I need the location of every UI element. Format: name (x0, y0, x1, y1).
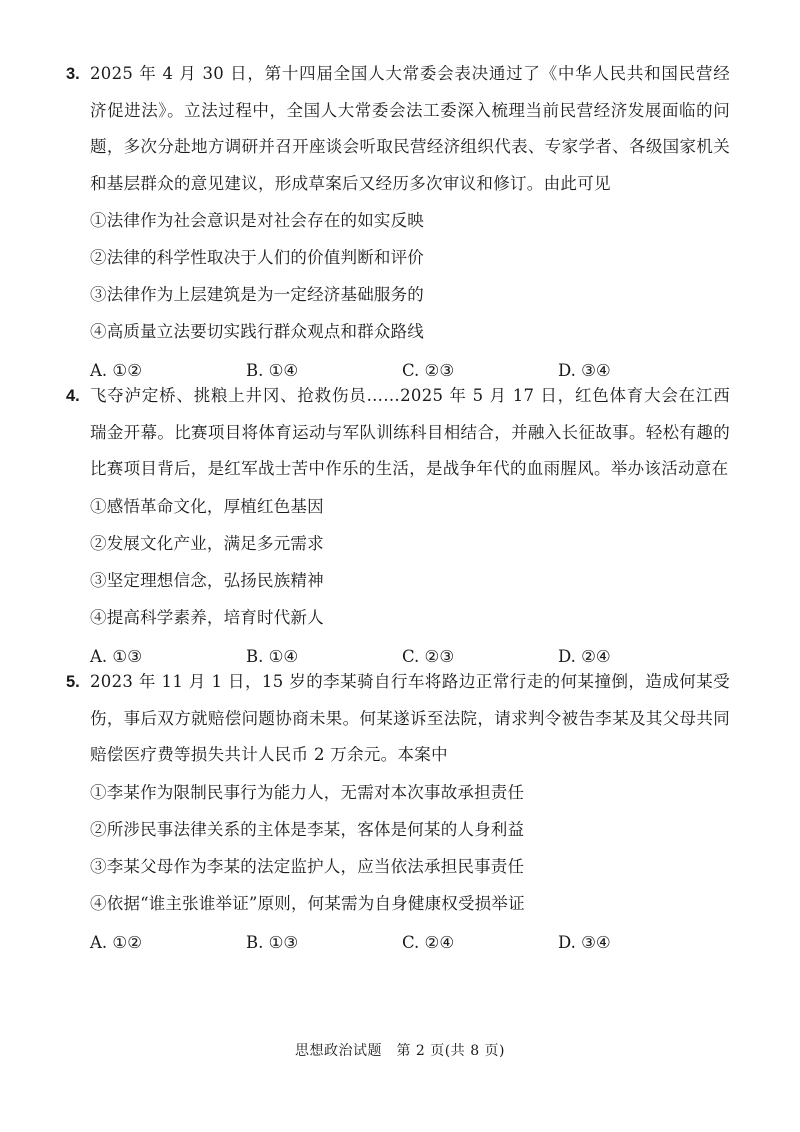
choice-a[interactable]: A. ①② (90, 361, 142, 380)
question-number: 4. (66, 387, 80, 405)
option-4: ④依据“谁主张谁举证”原则，何某需为自身健康权受损举证 (90, 893, 525, 913)
option-2: ②所涉民事法律关系的主体是李某，客体是何某的人身利益 (90, 819, 525, 839)
option-3: ③坚定理想信念，弘扬民族精神 (90, 570, 324, 590)
choice-a[interactable]: A. ①② (90, 932, 142, 952)
choice-d[interactable]: D. ③④ (558, 932, 611, 952)
choice-d[interactable]: D. ②④ (558, 646, 611, 666)
question-stem: 2025 年 4 月 30 日，第十四届全国人大常委会表决通过了《中华人民共和国民营经济促进法》。立法过程中，全国人大常委会法工委深入梳理当前民营经济发展面临的问题，多次分赴地方调研并召开座谈会听取民营经济组织代表、专家学者、各级国家机关和基层群众的意见建议，形成草案后又经历多次审议和修订。由此可见 (90, 64, 730, 193)
question-4 (66, 378, 730, 676)
option-1: ①李某作为限制民事行为能力人，无需对本次事故承担责任 (90, 782, 525, 802)
option-2: ②法律的科学性取决于人们的价值判断和评价 (90, 248, 424, 267)
option-3: ③李某父母作为李某的法定监护人，应当依法承担民事责任 (90, 856, 525, 876)
question-stem: 飞夺泸定桥、挑粮上井冈、抢救伤员……2025 年 5 月 17 日，红色体育大会在江西瑞金开幕。比赛项目将体育运动与军队训练科目相结合，并融入长征故事。轻松有趣的比赛项目背后，是红军战士苦中作乐的生活，是战争年代的血雨腥风。举办该活动意在 (90, 386, 730, 478)
choice-c[interactable]: C. ②③ (402, 646, 455, 666)
answer-choices (90, 924, 730, 962)
question-number: 5. (66, 673, 80, 691)
choice-a[interactable]: A. ①③ (90, 646, 142, 666)
question-5 (66, 664, 730, 962)
option-2: ②发展文化产业，满足多元需求 (90, 533, 324, 553)
choice-b[interactable]: B. ①④ (246, 646, 299, 666)
option-3: ③法律作为上层建筑是为一定经济基础服务的 (90, 285, 424, 304)
choice-b[interactable]: B. ①④ (246, 361, 299, 380)
choice-c[interactable]: C. ②④ (402, 932, 455, 952)
choice-b[interactable]: B. ①③ (246, 932, 299, 952)
choice-c[interactable]: C. ②③ (402, 361, 455, 380)
option-4: ④高质量立法要切实践行群众观点和群众路线 (90, 322, 424, 341)
question-stem: 2023 年 11 月 1 日，15 岁的李某骑自行车将路边正常行走的何某撞倒，造成何某受伤，事后双方就赔偿问题协商未果。何某遂诉至法院，请求判令被告李某及其父母共同赔偿医疗费等损失共计人民币 2 万余元。本案中 (90, 672, 730, 764)
question-3 (66, 56, 730, 390)
option-1: ①感悟革命文化，厚植红色基因 (90, 496, 324, 516)
question-number: 3. (66, 65, 80, 83)
option-4: ④提高科学素养，培育时代新人 (90, 607, 324, 627)
page-footer: 思想政治试题 第 2 页(共 8 页) (294, 1043, 506, 1059)
option-1: ①法律作为社会意识是对社会存在的如实反映 (90, 211, 424, 230)
choice-d[interactable]: D. ③④ (558, 361, 611, 380)
